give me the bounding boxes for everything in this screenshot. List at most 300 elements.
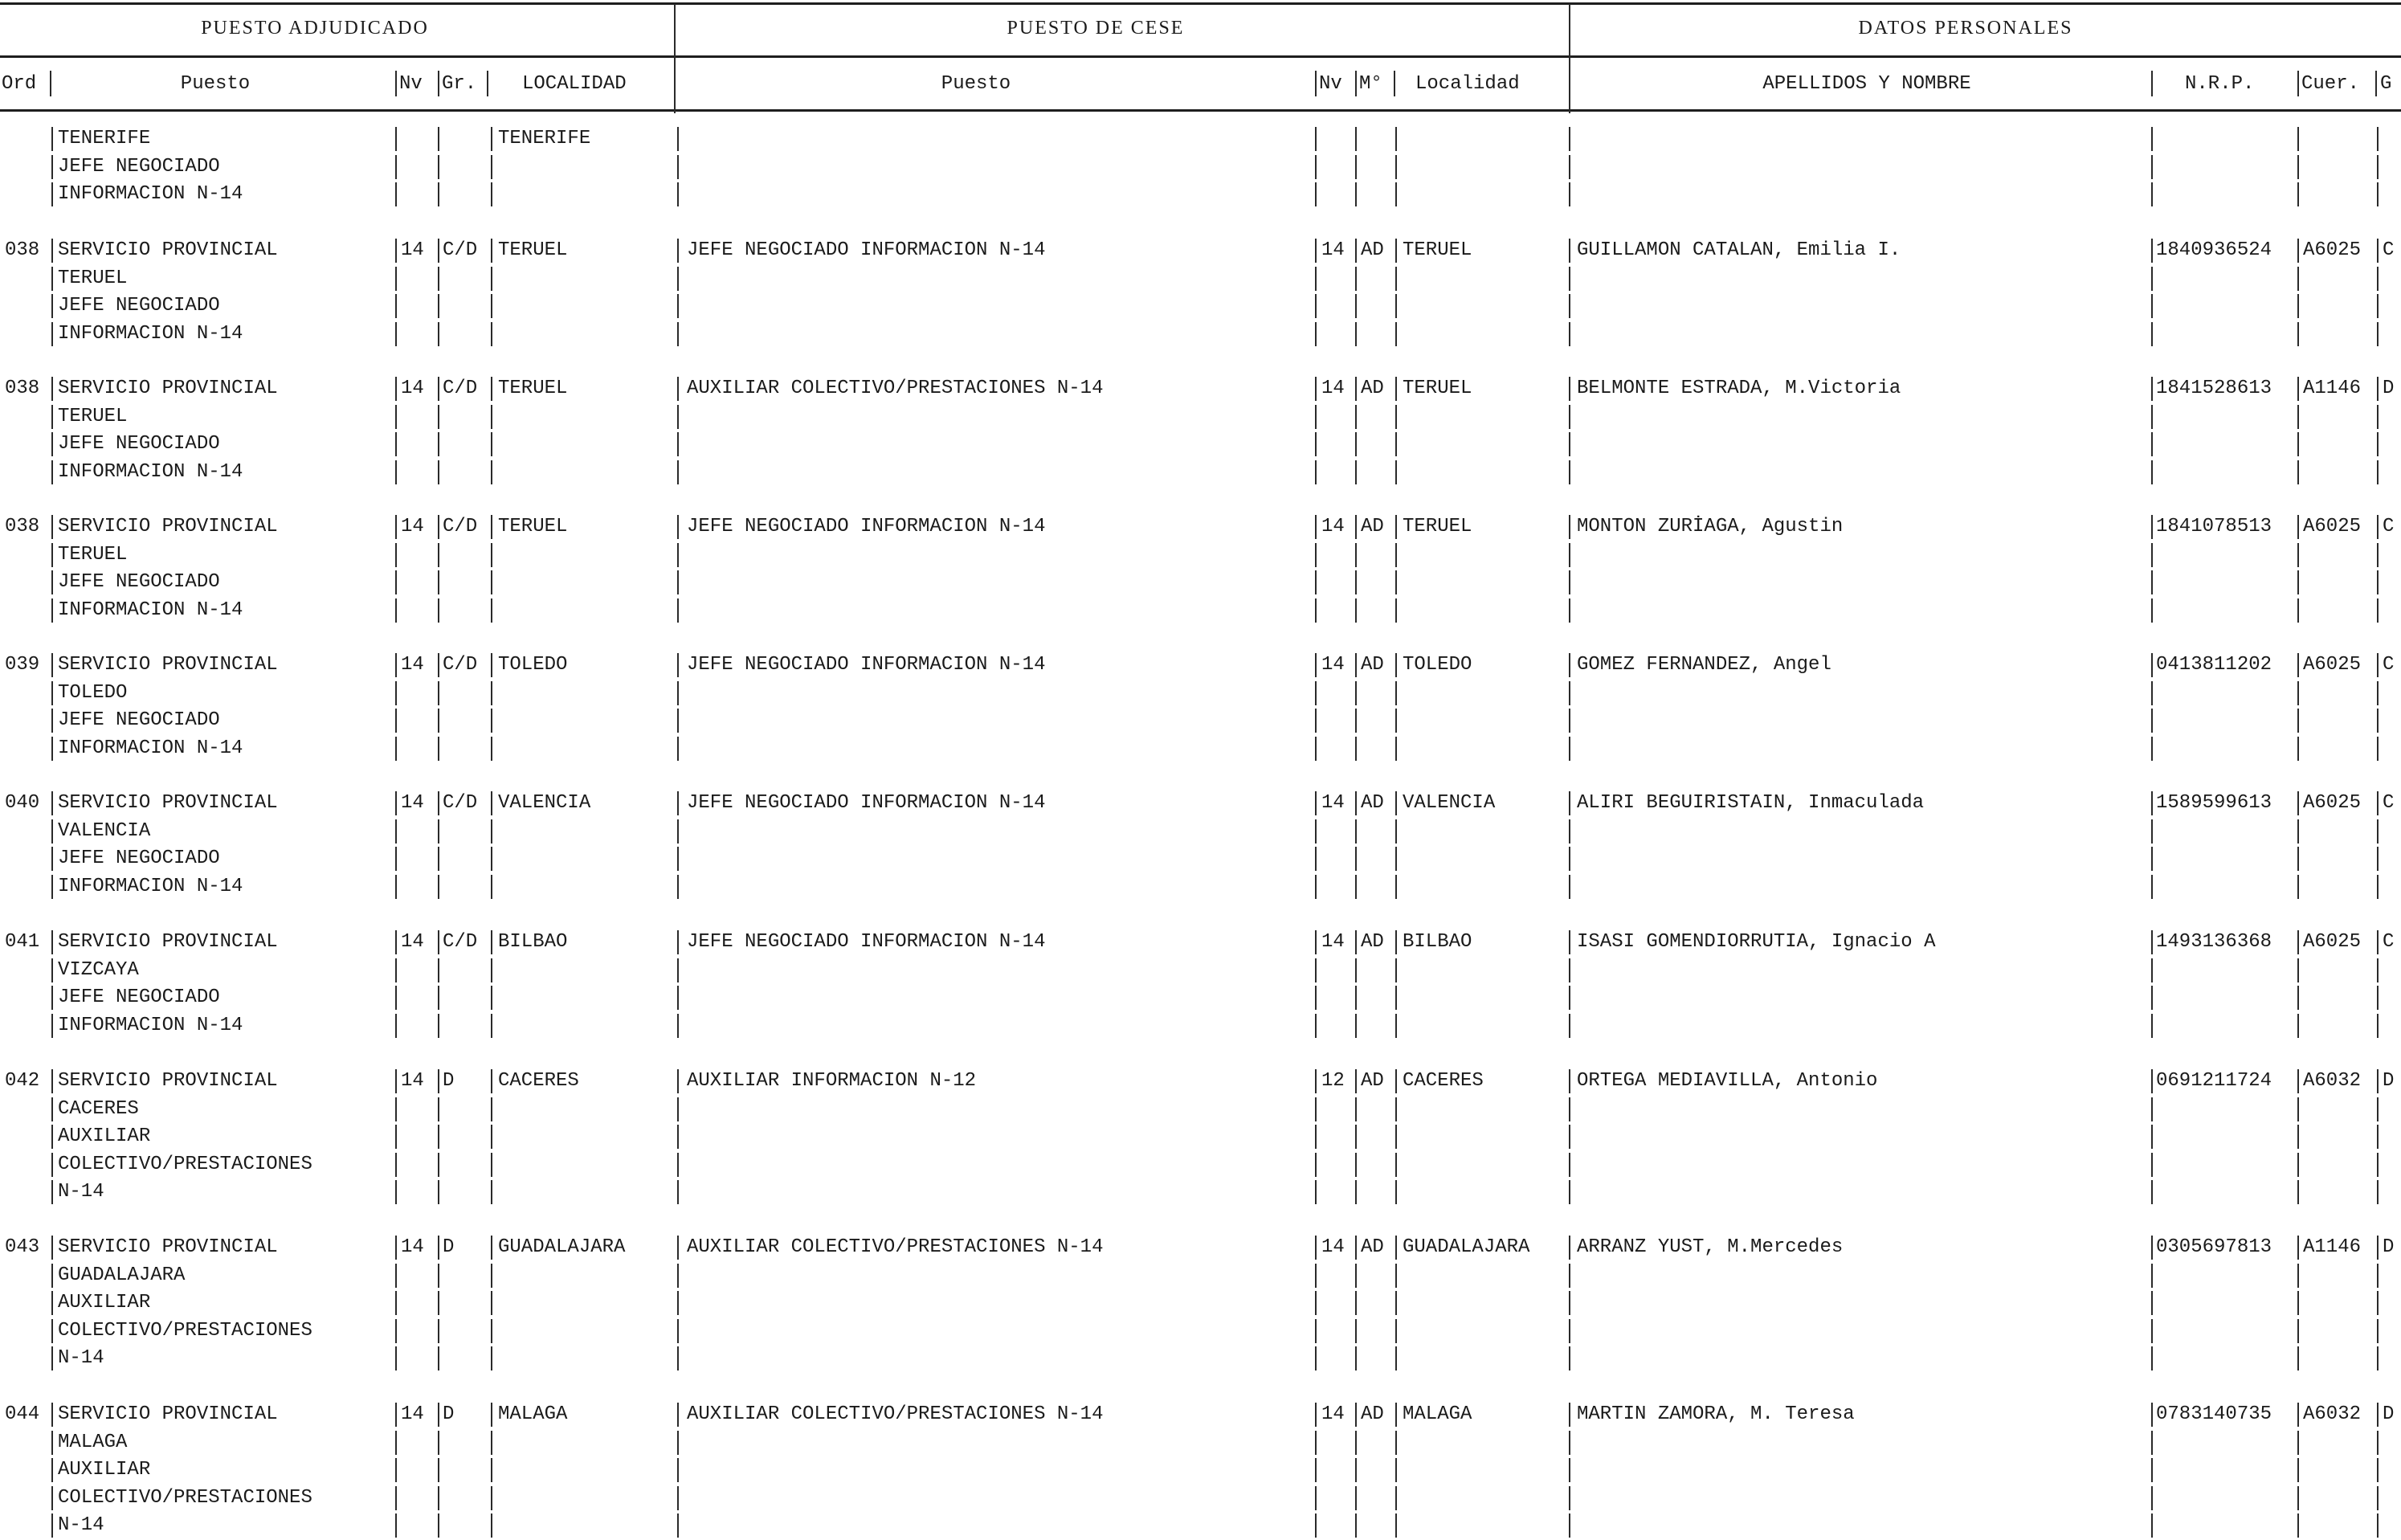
nivel-adjudicado: 14: [401, 792, 424, 814]
cell-divider: [1315, 294, 1317, 318]
cell-divider: [1569, 377, 1570, 401]
col-header-localidad-adjudicado: LOCALIDAD: [522, 73, 627, 95]
cell-divider: [2151, 1125, 2153, 1149]
cell-divider: [438, 847, 439, 871]
cuerpo: A6025: [2303, 516, 2362, 537]
cell-divider: [2297, 875, 2299, 899]
cell-divider: [395, 653, 397, 677]
cell-divider: [677, 819, 679, 844]
cell-divider: [1569, 819, 1570, 844]
cell-divider: [677, 1346, 679, 1370]
cell-divider: [1355, 986, 1357, 1010]
nivel-adjudicado: 14: [401, 1236, 424, 1258]
cell-divider: [1569, 570, 1570, 594]
cell-divider: [1395, 653, 1397, 677]
cell-divider: [438, 1125, 439, 1149]
cell-divider: [51, 681, 53, 705]
col-divider: [438, 71, 439, 96]
localidad-adjudicado: VALENCIA: [498, 792, 591, 814]
ord-number: 038: [5, 516, 40, 537]
cell-divider: [1395, 1319, 1397, 1343]
ord-number: 041: [5, 931, 40, 953]
cell-divider: [395, 1486, 397, 1510]
cell-divider: [1355, 515, 1357, 539]
ord-number: 040: [5, 792, 40, 814]
grupo-personal: D: [2383, 1070, 2395, 1092]
apellidos-nombre: ARRANZ YUST, M.Mercedes: [1577, 1236, 1844, 1258]
apellidos-nombre: ALIRI BEGUIRISTAIN, Inmaculada: [1577, 792, 1925, 814]
cell-divider: [438, 570, 439, 594]
cell-divider: [2377, 1014, 2379, 1038]
puesto-adjudicado-line: INFORMACION N-14: [58, 875, 243, 897]
cell-divider: [1395, 432, 1397, 456]
cell-divider: [1395, 1180, 1397, 1204]
cell-divider: [2151, 653, 2153, 677]
nivel-cese: 14: [1321, 378, 1345, 399]
cell-divider: [1395, 405, 1397, 429]
nivel-cese: 14: [1321, 931, 1345, 953]
puesto-adjudicado-line: JEFE NEGOCIADO: [58, 848, 220, 869]
cell-divider: [1355, 1264, 1357, 1288]
cell-divider: [491, 986, 492, 1010]
cell-divider: [2297, 819, 2299, 844]
cell-divider: [491, 958, 492, 982]
cell-divider: [1569, 182, 1570, 206]
grupo-personal: C: [2383, 239, 2395, 261]
cell-divider: [2297, 432, 2299, 456]
puesto-adjudicado-line: SERVICIO PROVINCIAL: [58, 239, 278, 261]
cell-divider: [1355, 1069, 1357, 1093]
col-header-mo: M°: [1359, 73, 1382, 95]
cell-divider: [2377, 182, 2379, 206]
cell-divider: [2377, 847, 2379, 871]
col-header-nv-adjudicado: Nv: [399, 73, 423, 95]
puesto-cese: JEFE NEGOCIADO INFORMACION N-14: [687, 516, 1046, 537]
cell-divider: [2151, 958, 2153, 982]
cell-divider: [1315, 1180, 1317, 1204]
cell-divider: [1569, 1486, 1570, 1510]
cell-divider: [51, 709, 53, 733]
cell-divider: [51, 543, 53, 567]
cell-divider: [491, 791, 492, 815]
cell-divider: [2297, 958, 2299, 982]
cell-divider: [677, 377, 679, 401]
puesto-adjudicado-line: JEFE NEGOCIADO: [58, 155, 220, 178]
cell-divider: [51, 791, 53, 815]
cell-divider: [2297, 377, 2299, 401]
col-divider: [487, 71, 488, 96]
cell-divider: [438, 294, 439, 318]
cell-divider: [491, 1097, 492, 1121]
cell-divider: [1355, 709, 1357, 733]
nivel-cese: 12: [1321, 1070, 1345, 1092]
puesto-adjudicado-line: SERVICIO PROVINCIAL: [58, 378, 278, 399]
cell-divider: [1355, 1291, 1357, 1315]
cell-divider: [2297, 791, 2299, 815]
cell-divider: [491, 1431, 492, 1455]
cell-divider: [1395, 791, 1397, 815]
localidad-adjudicado: TOLEDO: [498, 654, 568, 676]
cell-divider: [2297, 1458, 2299, 1482]
nivel-cese: 14: [1321, 239, 1345, 261]
cell-divider: [438, 377, 439, 401]
cell-divider: [395, 1319, 397, 1343]
cell-divider: [51, 1069, 53, 1093]
cell-divider: [1355, 681, 1357, 705]
cell-divider: [2151, 1458, 2153, 1482]
cell-divider: [395, 847, 397, 871]
nivel-cese: 14: [1321, 792, 1345, 814]
puesto-cese: AUXILIAR COLECTIVO/PRESTACIONES N-14: [687, 378, 1104, 399]
cell-divider: [2151, 182, 2153, 206]
col-divider: [2297, 71, 2299, 96]
cell-divider: [1395, 681, 1397, 705]
cell-divider: [2297, 1264, 2299, 1288]
cell-divider: [2297, 1014, 2299, 1038]
cell-divider: [1315, 182, 1317, 206]
cell-divider: [677, 1069, 679, 1093]
cell-divider: [438, 543, 439, 567]
col-header-nrp: N.R.P.: [2185, 73, 2255, 95]
cell-divider: [395, 1346, 397, 1370]
cell-divider: [1395, 239, 1397, 263]
cell-divider: [395, 1125, 397, 1149]
cell-divider: [491, 1014, 492, 1038]
cell-divider: [395, 377, 397, 401]
cell-divider: [51, 1319, 53, 1343]
cell-divider: [677, 570, 679, 594]
cell-divider: [491, 1264, 492, 1288]
cell-divider: [1395, 267, 1397, 291]
cell-divider: [1315, 681, 1317, 705]
cell-divider: [2377, 1319, 2379, 1343]
cell-divider: [1569, 986, 1570, 1010]
cell-divider: [2297, 1486, 2299, 1510]
puesto-adjudicado-line: CACERES: [58, 1097, 139, 1120]
header-bottom-rule: [0, 109, 2401, 112]
cell-divider: [677, 1264, 679, 1288]
cell-divider: [51, 1014, 53, 1038]
cell-divider: [677, 1125, 679, 1149]
cell-divider: [1395, 1486, 1397, 1510]
nivel-cese: 14: [1321, 516, 1345, 537]
cell-divider: [1395, 1403, 1397, 1427]
cell-divider: [1315, 986, 1317, 1010]
cell-divider: [491, 294, 492, 318]
cell-divider: [1569, 791, 1570, 815]
cell-divider: [491, 377, 492, 401]
cell-divider: [2151, 819, 2153, 844]
cell-divider: [2297, 570, 2299, 594]
cell-divider: [2151, 570, 2153, 594]
cell-divider: [2377, 1097, 2379, 1121]
cell-divider: [438, 1319, 439, 1343]
cell-divider: [2151, 847, 2153, 871]
cell-divider: [677, 930, 679, 954]
cell-divider: [2297, 1431, 2299, 1455]
cell-divider: [1315, 958, 1317, 982]
cell-divider: [1315, 653, 1317, 677]
localidad-cese: CACERES: [1403, 1070, 1484, 1092]
cell-divider: [395, 322, 397, 346]
cell-divider: [677, 1180, 679, 1204]
grupo: C/D: [443, 792, 478, 814]
col-header-ord: Ord: [2, 73, 37, 95]
cell-divider: [1355, 294, 1357, 318]
cell-divider: [2151, 709, 2153, 733]
cell-divider: [1395, 1153, 1397, 1177]
cell-divider: [395, 1264, 397, 1288]
localidad-adjudicado: TERUEL: [498, 239, 568, 261]
puesto-cese: AUXILIAR INFORMACION N-12: [687, 1070, 977, 1092]
cell-divider: [438, 1097, 439, 1121]
cell-divider: [2297, 847, 2299, 871]
table-row: [0, 1068, 2401, 1207]
cell-divider: [677, 1236, 679, 1260]
cell-divider: [51, 958, 53, 982]
cell-divider: [2297, 405, 2299, 429]
cell-divider: [438, 1431, 439, 1455]
grupo-personal: D: [2383, 1403, 2395, 1425]
cell-divider: [2151, 1264, 2153, 1288]
cell-divider: [677, 294, 679, 318]
cell-divider: [395, 1236, 397, 1260]
nivel-cese: 14: [1321, 1236, 1345, 1258]
cell-divider: [395, 791, 397, 815]
puesto-adjudicado-line: SERVICIO PROVINCIAL: [58, 792, 278, 814]
cell-divider: [2297, 1319, 2299, 1343]
cell-divider: [51, 1236, 53, 1260]
cell-divider: [1395, 1236, 1397, 1260]
cell-divider: [1355, 1403, 1357, 1427]
cell-divider: [2377, 1513, 2379, 1538]
cell-divider: [1315, 1346, 1317, 1370]
puesto-adjudicado-line: INFORMACION N-14: [58, 598, 243, 621]
cell-divider: [2377, 737, 2379, 761]
nrp: 1589599613: [2156, 792, 2272, 814]
cell-divider: [395, 986, 397, 1010]
cell-divider: [2377, 239, 2379, 263]
cell-divider: [2297, 460, 2299, 484]
cuerpo: A6025: [2303, 654, 2362, 676]
table-row: [0, 237, 2401, 348]
nrp: 0691211724: [2156, 1070, 2272, 1092]
cell-divider: [2297, 1180, 2299, 1204]
puesto-adjudicado-line: N-14: [58, 1347, 104, 1369]
cell-divider: [1569, 1431, 1570, 1455]
cell-divider: [2151, 1403, 2153, 1427]
cell-divider: [1569, 958, 1570, 982]
cell-divider: [1569, 1014, 1570, 1038]
cell-divider: [2151, 1319, 2153, 1343]
cell-divider: [2377, 294, 2379, 318]
cell-divider: [2377, 1153, 2379, 1177]
cell-divider: [1395, 847, 1397, 871]
cell-divider: [395, 127, 397, 151]
nivel-adjudicado: 14: [401, 239, 424, 261]
cell-divider: [2377, 543, 2379, 567]
cell-divider: [2297, 155, 2299, 179]
cell-divider: [2377, 1486, 2379, 1510]
cell-divider: [1355, 570, 1357, 594]
cell-divider: [1315, 405, 1317, 429]
cell-divider: [2377, 1125, 2379, 1149]
ord-number: 038: [5, 378, 40, 399]
cell-divider: [51, 182, 53, 206]
cell-divider: [1315, 737, 1317, 761]
cell-divider: [1355, 1180, 1357, 1204]
col-header-nv-cese: Nv: [1319, 73, 1342, 95]
cell-divider: [438, 1458, 439, 1482]
cell-divider: [2377, 598, 2379, 623]
cell-divider: [1355, 958, 1357, 982]
cell-divider: [677, 681, 679, 705]
cell-divider: [2151, 405, 2153, 429]
cell-divider: [438, 515, 439, 539]
cell-divider: [491, 709, 492, 733]
cell-divider: [491, 847, 492, 871]
cell-divider: [438, 432, 439, 456]
cell-divider: [51, 986, 53, 1010]
cell-divider: [1569, 1458, 1570, 1482]
cell-divider: [1569, 1403, 1570, 1427]
cell-divider: [51, 1125, 53, 1149]
cell-divider: [677, 847, 679, 871]
cell-divider: [1569, 1346, 1570, 1370]
cell-divider: [677, 155, 679, 179]
cell-divider: [395, 1069, 397, 1093]
col-header-puesto-cese: Puesto: [941, 73, 1011, 95]
cell-divider: [51, 1458, 53, 1482]
cell-divider: [1315, 377, 1317, 401]
cell-divider: [491, 1486, 492, 1510]
cell-divider: [51, 819, 53, 844]
cell-divider: [1355, 405, 1357, 429]
cell-divider: [2297, 1291, 2299, 1315]
cell-divider: [51, 1486, 53, 1510]
grupo: C/D: [443, 931, 478, 953]
cell-divider: [51, 322, 53, 346]
cell-divider: [1569, 709, 1570, 733]
cell-divider: [395, 432, 397, 456]
cell-divider: [1569, 930, 1570, 954]
cell-divider: [1569, 875, 1570, 899]
cuerpo: A6025: [2303, 239, 2362, 261]
cell-divider: [677, 239, 679, 263]
modo: AD: [1361, 1070, 1384, 1092]
ord-number: 039: [5, 654, 40, 676]
puesto-adjudicado-line: N-14: [58, 1514, 104, 1536]
cell-divider: [395, 239, 397, 263]
cell-divider: [1315, 1486, 1317, 1510]
cell-divider: [1355, 1486, 1357, 1510]
cuerpo: A1146: [2303, 378, 2362, 399]
cell-divider: [491, 155, 492, 179]
cell-divider: [1355, 1125, 1357, 1149]
cell-divider: [491, 1319, 492, 1343]
cell-divider: [51, 1097, 53, 1121]
cell-divider: [491, 432, 492, 456]
cell-divider: [2151, 1014, 2153, 1038]
cell-divider: [1569, 1125, 1570, 1149]
cell-divider: [2377, 432, 2379, 456]
cell-divider: [2377, 681, 2379, 705]
localidad-cese: TOLEDO: [1403, 654, 1472, 676]
cell-divider: [51, 127, 53, 151]
cell-divider: [1315, 930, 1317, 954]
header-top-rule: [0, 2, 2401, 5]
puesto-adjudicado-line: SERVICIO PROVINCIAL: [58, 931, 278, 953]
cell-divider: [2377, 653, 2379, 677]
nivel-adjudicado: 14: [401, 1070, 424, 1092]
cell-divider: [395, 930, 397, 954]
modo: AD: [1361, 931, 1384, 953]
cell-divider: [2151, 1180, 2153, 1204]
puesto-adjudicado-line: JEFE NEGOCIADO: [58, 571, 220, 593]
localidad-adjudicado: TENERIFE: [498, 128, 591, 149]
puesto-cese: JEFE NEGOCIADO INFORMACION N-14: [687, 792, 1046, 814]
cell-divider: [438, 1513, 439, 1538]
cell-divider: [1315, 847, 1317, 871]
cell-divider: [1569, 1291, 1570, 1315]
nrp: 1841078513: [2156, 516, 2272, 537]
localidad-cese: BILBAO: [1403, 931, 1472, 953]
cell-divider: [491, 681, 492, 705]
cell-divider: [395, 267, 397, 291]
cell-divider: [1395, 1431, 1397, 1455]
cell-divider: [438, 322, 439, 346]
cell-divider: [438, 127, 439, 151]
localidad-adjudicado: CACERES: [498, 1070, 579, 1092]
cell-divider: [1395, 598, 1397, 623]
cell-divider: [2151, 127, 2153, 151]
cell-divider: [2297, 930, 2299, 954]
cell-divider: [2297, 681, 2299, 705]
cell-divider: [1315, 875, 1317, 899]
cell-divider: [2297, 1069, 2299, 1093]
cell-divider: [677, 1014, 679, 1038]
cell-divider: [2297, 294, 2299, 318]
apellidos-nombre: MARTIN ZAMORA, M. Teresa: [1577, 1403, 1855, 1425]
cell-divider: [395, 1014, 397, 1038]
table-row: [0, 375, 2401, 486]
continuation-row: [0, 125, 2401, 209]
localidad-cese: GUADALAJARA: [1403, 1236, 1530, 1258]
cell-divider: [1315, 239, 1317, 263]
cell-divider: [438, 1180, 439, 1204]
cell-divider: [1395, 1125, 1397, 1149]
cell-divider: [395, 709, 397, 733]
nivel-adjudicado: 14: [401, 378, 424, 399]
cell-divider: [395, 1431, 397, 1455]
localidad-cese: TERUEL: [1403, 239, 1472, 261]
puesto-adjudicado-line: COLECTIVO/PRESTACIONES: [58, 1486, 312, 1509]
cell-divider: [1395, 986, 1397, 1010]
cell-divider: [1569, 598, 1570, 623]
cuerpo: A6025: [2303, 792, 2362, 814]
cell-divider: [1395, 460, 1397, 484]
cell-divider: [395, 737, 397, 761]
cell-divider: [2151, 598, 2153, 623]
cell-divider: [2297, 1403, 2299, 1427]
cell-divider: [1395, 182, 1397, 206]
cell-divider: [51, 1346, 53, 1370]
cell-divider: [2151, 1069, 2153, 1093]
cell-divider: [677, 182, 679, 206]
cell-divider: [491, 182, 492, 206]
col-divider: [1355, 71, 1357, 96]
cell-divider: [1315, 709, 1317, 733]
